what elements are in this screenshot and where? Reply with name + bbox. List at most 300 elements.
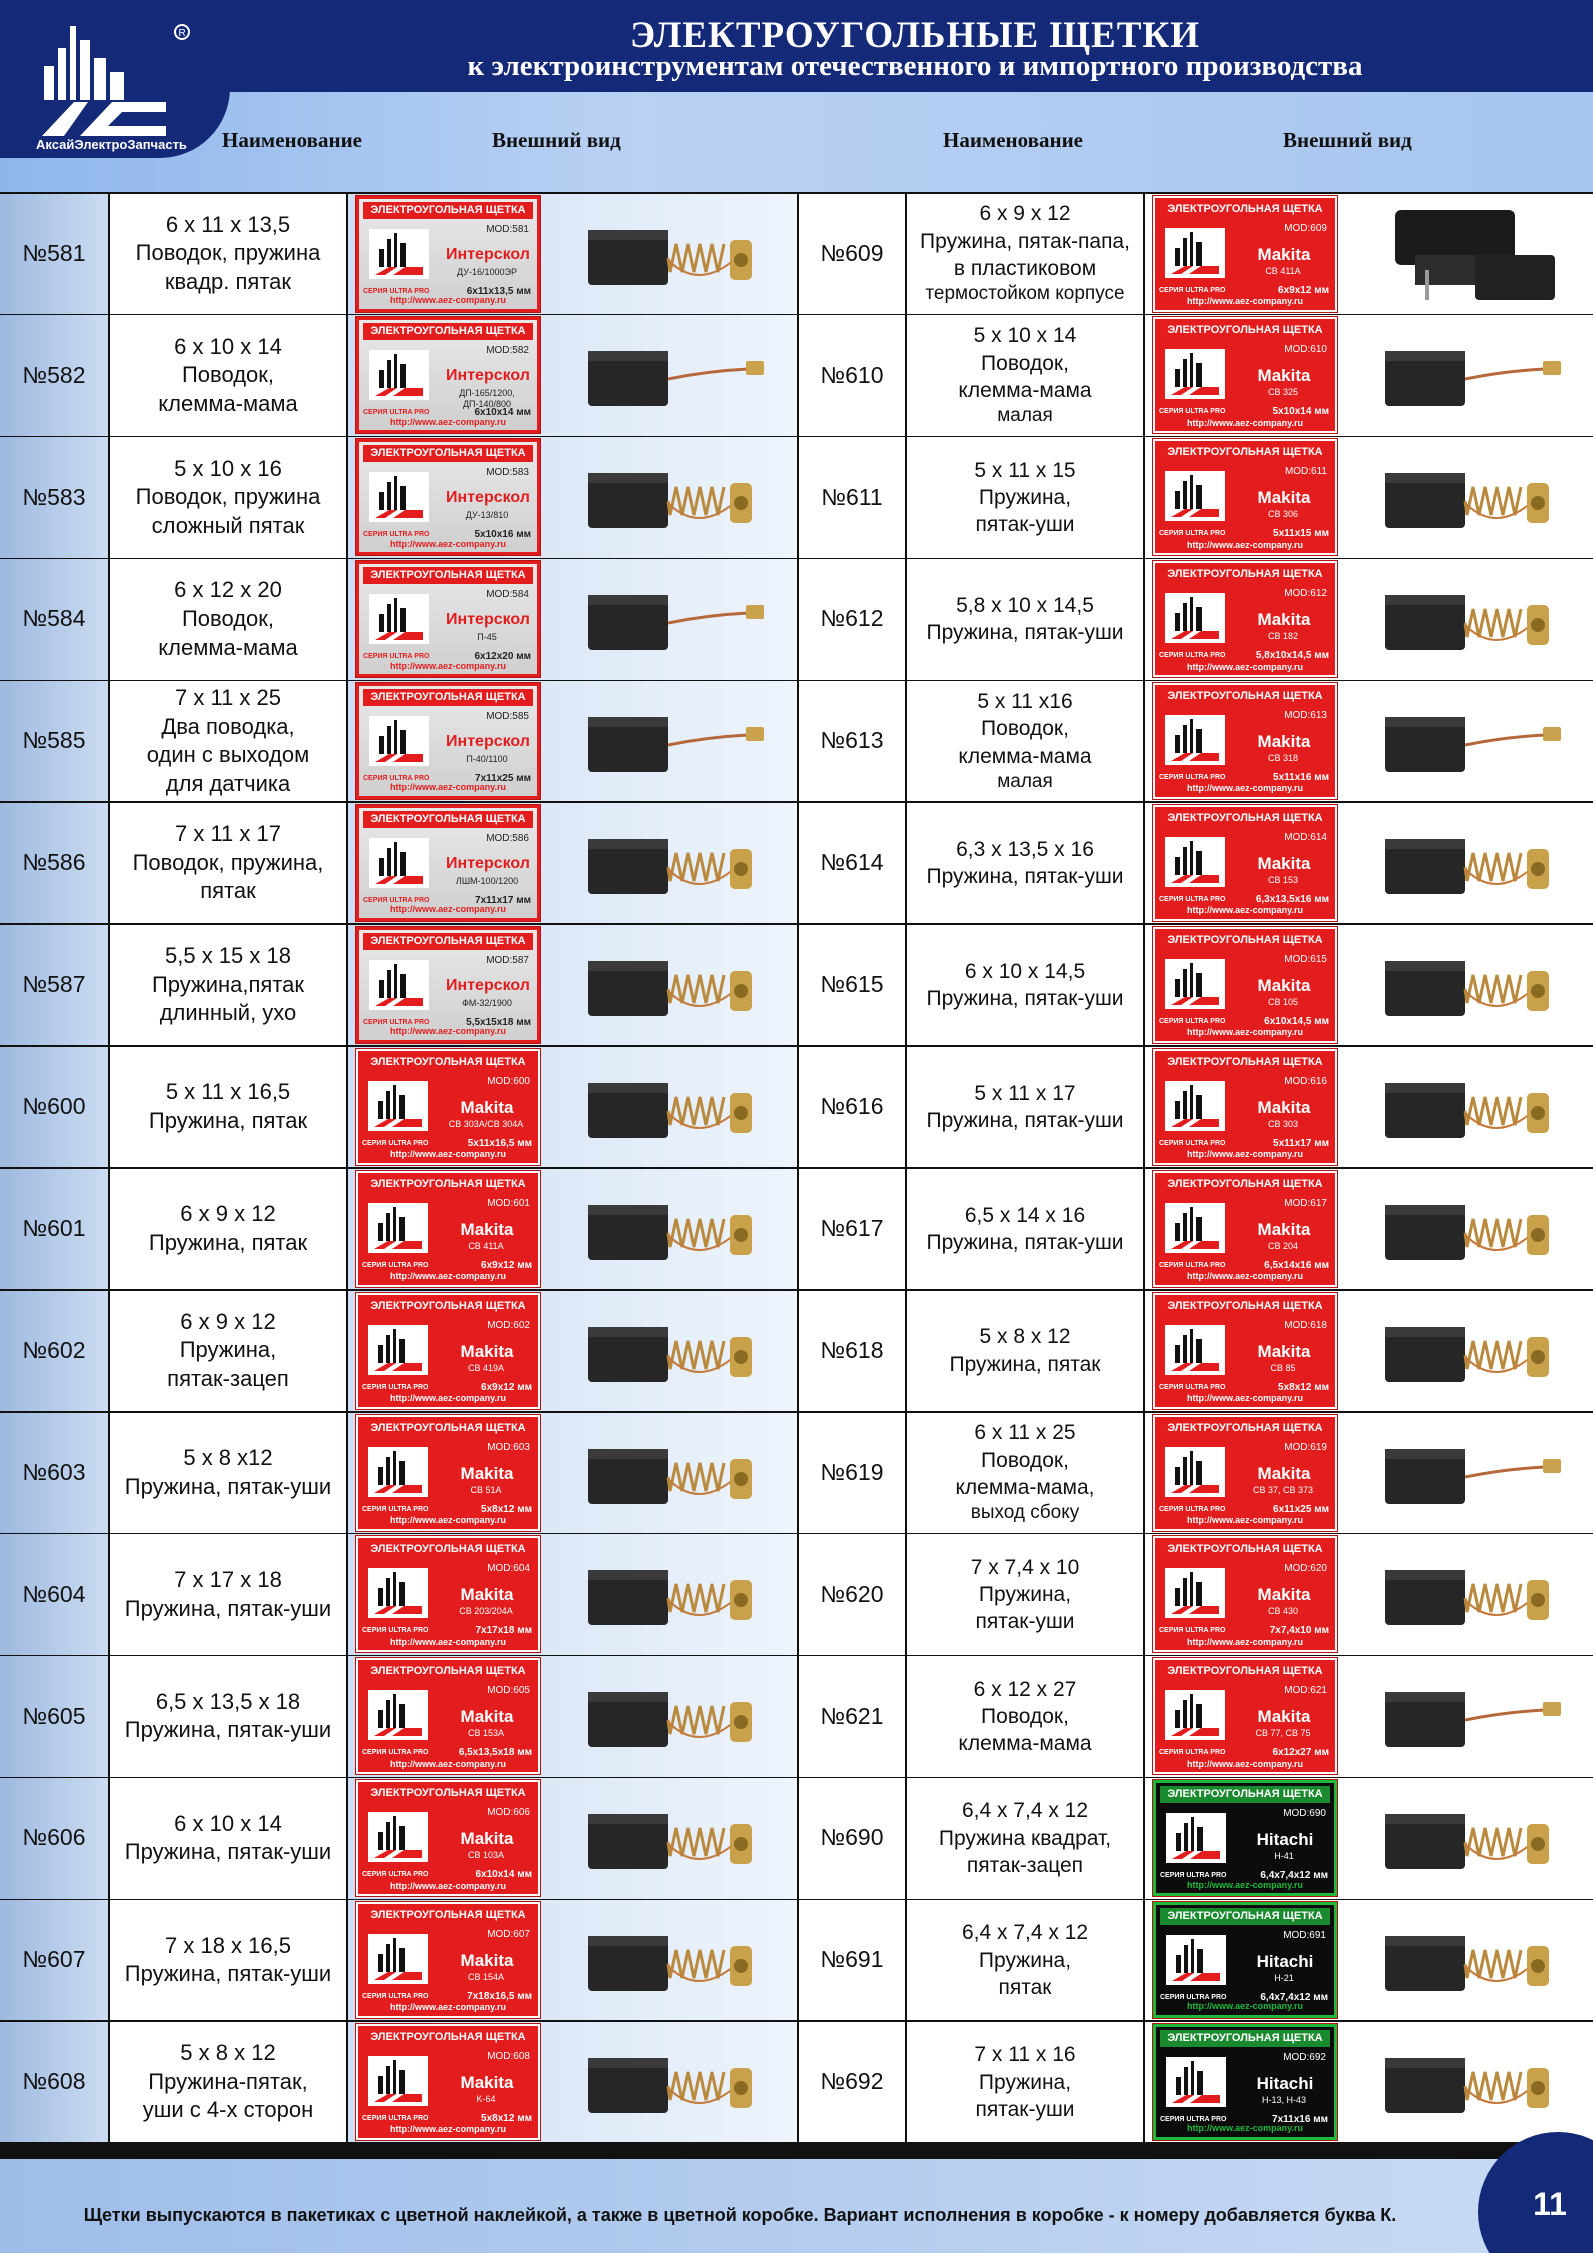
label-logo-icon [368,1934,428,1984]
carbon-brush-image [1355,931,1575,1041]
item-number: №621 [799,1656,905,1776]
description-line: 5 x 8 x12 [183,1445,273,1471]
description-line: квадр. пятак [164,268,292,294]
description-line: Поводок, [981,351,1069,375]
label-series: СЕРИЯ ULTRA PRO [1160,1994,1227,2002]
item-number: №602 [0,1291,108,1411]
label-url: http://www.aez-company.ru [389,904,506,915]
item-description [110,1413,346,1533]
description-line: Поводок, пружина [135,484,321,510]
label-model: MOD:610 [1284,344,1327,356]
item-description-lines [133,820,324,906]
label-fits-models: CB 103A [467,1850,505,1861]
item-appearance [1145,1413,1593,1533]
item-appearance [348,559,797,679]
item-description [110,194,346,314]
label-size: 7x11x17 мм [475,895,531,906]
description-line: 7 x 11 x 16 [974,2043,1076,2067]
label-brand: Makita [1257,1219,1311,1239]
label-model: MOD:612 [1284,588,1327,600]
label-url: http://www.aez-company.ru [1186,1879,1303,1890]
label-logo-icon [1165,471,1225,521]
item-number: №615 [799,925,905,1045]
label-brand: Интерскол [446,855,530,872]
label-size: 5x10x14 мм [1272,406,1329,418]
label-fits-models: ЛШМ-100/1200 [455,876,519,886]
item-appearance [348,1169,797,1289]
brush-label-card [1153,927,1337,1043]
footer-note: Щетки выпускаются в пакетиках с цветной наклейкой, а также в цветной коробке. Вариант исполнения в коробке - к номеру добавляется буква К. [83,2205,1397,2225]
logo-caption: АксайЭлектроЗапчасть [36,137,187,152]
item-appearance [1145,1656,1593,1776]
item-description-lines [125,1444,331,1501]
label-url: http://www.aez-company.ru [1186,1027,1303,1038]
description-line: пятак-зацеп [167,1366,289,1392]
brush-label-card [1153,196,1337,312]
label-fits-models: CB 105 [1267,996,1299,1007]
label-title: ЭЛЕКТРОУГОЛЬНАЯ ЩЕТКА [370,1665,526,1678]
label-model: MOD:582 [486,345,529,357]
page-title: ЭЛЕКТРОУГОЛЬНЫЕ ЩЕТКИ [630,15,1200,56]
product-table [0,192,1593,2159]
svg-text:R: R [178,28,186,39]
item-description [907,925,1143,1045]
label-logo-icon [1165,1568,1225,1618]
item-appearance [1145,194,1593,314]
description-line: Пружина, [978,485,1072,509]
description-line: 6 x 12 x 27 [973,1677,1077,1701]
label-brand: Makita [460,1585,514,1605]
label-brand: Makita [1257,1463,1311,1483]
item-appearance [1145,925,1593,1045]
label-series: СЕРИЯ ULTRA PRO [363,409,430,417]
description-line: 7 x 11 x 25 [175,685,281,711]
item-appearance [1145,559,1593,679]
label-brand: Makita [460,1219,514,1239]
carbon-brush-image [558,565,778,675]
carbon-brush-image [558,1297,778,1407]
item-number: №691 [799,1900,905,2020]
brush-label-card [356,683,540,799]
description-line: Пружина, пятак-уши [124,1961,332,1987]
label-brand: Makita [460,2073,514,2092]
item-description [907,2022,1143,2142]
item-number: №618 [799,1291,905,1411]
label-logo-icon [368,1690,428,1740]
label-model: MOD:586 [486,833,529,844]
item-description [907,1047,1143,1167]
label-fits-models: П-45 [477,632,497,643]
item-appearance [1145,681,1593,801]
description-line: 6 x 11 x 13,5 [165,211,291,237]
label-brand: Makita [1257,488,1311,508]
column-header-view-left: Внешний вид [492,128,621,152]
label-brand: Hitachi [1256,1830,1314,1850]
page-number: 11 [1533,2186,1567,2222]
item-description-lines [956,1419,1095,1526]
label-logo-icon [369,229,429,279]
brush-label-card [356,1049,540,1165]
description-line: сложный пятак [151,512,305,538]
label-fits-models: CB 154A [467,1972,505,1983]
description-line: клемма-мама, [955,1476,1095,1499]
carbon-brush-image [558,1540,778,1650]
label-series: СЕРИЯ ULTRA PRO [1159,408,1226,416]
label-fits-models: H-21 [1274,1973,1294,1984]
label-size: 5x11x16,5 мм [467,1137,532,1149]
description-line: клемма-мама [958,744,1092,768]
label-url: http://www.aez-company.ru [1186,661,1303,672]
label-series: СЕРИЯ ULTRA PRO [362,1261,429,1269]
description-line: 6,4 x 7,4 x 12 [961,1921,1089,1945]
description-line: Пружина, [978,1948,1072,1972]
label-series: СЕРИЯ ULTRA PRO [362,1383,429,1391]
label-fits-models: CB 182 [1267,631,1299,642]
label-size: 6x12x20 мм [474,651,531,663]
carbon-brush-image [1355,1662,1575,1772]
label-brand: Makita [460,1341,514,1361]
item-appearance [348,1291,797,1411]
label-model: MOD:605 [487,1685,530,1697]
item-appearance [348,2022,797,2142]
label-model: MOD:616 [1284,1075,1327,1087]
label-size: 6x11x25 мм [1273,1503,1329,1515]
label-model: MOD:608 [487,2051,530,2062]
item-appearance [348,315,797,435]
label-title: ЭЛЕКТРОУГОЛЬНАЯ ЩЕТКА [363,689,533,706]
item-appearance [348,803,797,923]
description-line: 6 x 9 x 12 [979,202,1071,226]
description-line: Поводок, [981,717,1069,741]
label-series: СЕРИЯ ULTRA PRO [1159,1261,1226,1269]
carbon-brush-image [1355,1419,1575,1529]
item-description [110,559,346,679]
label-title: ЭЛЕКТРОУГОЛЬНАЯ ЩЕТКА [1167,1055,1323,1068]
carbon-brush-image [1355,321,1575,431]
description-line: Два поводка, [161,713,295,739]
description-line: Поводок, [981,1704,1069,1728]
label-logo-icon [1166,1813,1226,1863]
item-description [907,1656,1143,1776]
label-series: СЕРИЯ ULTRA PRO [1159,530,1226,538]
label-url: http://www.aez-company.ru [389,1392,506,1403]
label-size: 6,5x14x16 мм [1264,1259,1329,1271]
item-description [907,559,1143,679]
label-series: СЕРИЯ ULTRA PRO [362,2115,429,2122]
label-url: http://www.aez-company.ru [389,782,506,793]
item-description [110,1656,346,1776]
description-line: клемма-мама [958,1732,1092,1756]
item-description [907,1291,1143,1411]
description-line: 7 x 18 x 16,5 [165,1932,291,1958]
description-line: 6 x 11 x 25 [974,1421,1076,1445]
item-description-lines [152,942,304,1028]
label-model: MOD:601 [487,1197,530,1209]
item-description [110,803,346,923]
label-series: СЕРИЯ ULTRA PRO [1159,896,1226,903]
label-url: http://www.aez-company.ru [389,1026,506,1037]
label-url: http://www.aez-company.ru [389,1271,506,1281]
label-model: MOD:600 [487,1075,530,1087]
item-number: №603 [0,1413,108,1533]
brush-label-card [356,1902,540,2018]
label-size: 7x17x18 мм [475,1625,532,1637]
description-line: Пружина, пятак-папа, [920,229,1130,253]
label-title: ЭЛЕКТРОУГОЛЬНАЯ ЩЕТКА [363,445,533,462]
label-title: ЭЛЕКТРОУГОЛЬНАЯ ЩЕТКА [1160,1786,1330,1803]
carbon-brush-image [1355,1175,1575,1285]
label-series: СЕРИЯ ULTRA PRO [1159,1749,1226,1757]
description-line: Пружина, пятак [148,1229,308,1255]
item-description-lines [926,1202,1123,1257]
label-url: http://www.aez-company.ru [1186,1514,1303,1525]
item-number: №692 [799,2022,905,2142]
item-number: №608 [0,2022,108,2142]
item-number: №614 [799,803,905,923]
item-description [110,681,346,801]
brush-label-card [1153,1536,1337,1652]
label-model: MOD:618 [1284,1319,1327,1331]
label-logo-icon [1165,715,1225,765]
description-line: 6,5 x 13,5 x 18 [155,1688,301,1714]
company-logo-icon [34,18,194,140]
label-title: ЭЛЕКТРОУГОЛЬНАЯ ЩЕТКА [363,567,533,584]
label-brand: Интерскол [446,489,530,507]
table-row [0,559,1593,679]
brush-label-card [1153,1049,1337,1165]
table-row [0,1534,1593,1654]
label-series: СЕРИЯ ULTRA PRO [1159,774,1226,782]
item-description-lines [926,592,1123,647]
description-line: пятак-уши [975,2097,1075,2121]
label-title: ЭЛЕКТРОУГОЛЬНАЯ ЩЕТКА [1167,568,1323,581]
label-brand: Makita [460,1829,514,1849]
label-fits-models: CB 411A [1265,265,1301,276]
label-url: http://www.aez-company.ru [1186,1271,1303,1281]
label-size: 6,4x7,4x12 мм [1260,1870,1328,1882]
label-fits-models: CB 306 [1267,509,1299,520]
column-header-name-left: Наименование [222,128,362,152]
item-appearance [348,1047,797,1167]
item-appearance [348,1656,797,1776]
item-description [110,1291,346,1411]
label-fits-models: CB 85 [1270,1362,1296,1373]
label-url: http://www.aez-company.ru [1186,295,1303,306]
label-size: 5,5x15x18 мм [466,1016,531,1028]
carbon-brush-image [558,1662,778,1772]
label-size: 5x8x12 мм [481,2113,532,2124]
label-series: СЕРИЯ ULTRA PRO [363,775,430,783]
label-model: MOD:584 [486,589,529,601]
label-fits-models: CB 303 [1267,1118,1299,1129]
brush-label-card [356,1293,540,1409]
label-fits-models: ДУ-13/810 [465,510,509,521]
label-title: ЭЛЕКТРОУГОЛЬНАЯ ЩЕТКА [1167,933,1323,946]
description-line: 5,5 x 15 x 18 [165,943,291,969]
item-appearance [1145,1291,1593,1411]
item-description-lines [974,2041,1075,2123]
label-url: http://www.aez-company.ru [1186,1149,1303,1160]
description-line: Пружина, пятак-уши [124,1717,332,1743]
table-row [0,925,1593,1045]
label-size: 6x10x14,5 мм [1264,1015,1329,1027]
brush-label-card [1153,1780,1337,1896]
item-appearance [1145,315,1593,435]
label-logo-icon [1165,1203,1225,1253]
label-title: ЭЛЕКТРОУГОЛЬНАЯ ЩЕТКА [1167,446,1323,459]
label-size: 7x11x16 мм [1272,2114,1328,2125]
label-size: 5x11x17 мм [1273,1137,1329,1149]
label-series: СЕРИЯ ULTRA PRO [1159,652,1226,660]
description-line: 6,3 x 13,5 x 16 [956,837,1094,861]
label-url: http://www.aez-company.ru [1186,1758,1303,1769]
label-model: MOD:619 [1284,1441,1327,1453]
item-description [907,1413,1143,1533]
item-description-lines [125,1688,331,1745]
label-size: 6x9x12 мм [1278,284,1329,296]
brush-label-card [1153,1293,1337,1409]
label-brand: Makita [1257,1707,1311,1727]
label-series: СЕРИЯ ULTRA PRO [1159,1383,1226,1391]
description-line: клемма-мама [158,390,298,416]
carbon-brush-image [558,687,778,797]
label-logo-icon [1165,959,1225,1009]
description-line: Пружина, пятак-уши [926,1108,1124,1132]
label-series: СЕРИЯ ULTRA PRO [363,1018,430,1026]
label-logo-icon [1165,1325,1225,1375]
label-title: ЭЛЕКТРОУГОЛЬНАЯ ЩЕТКА [363,933,533,950]
label-logo-icon [369,350,429,400]
label-title: ЭЛЕКТРОУГОЛЬНАЯ ЩЕТКА [1167,1177,1323,1190]
label-series: СЕРИЯ ULTRA PRO [1159,1139,1226,1147]
label-url: http://www.aez-company.ru [389,416,506,427]
item-number: №583 [0,437,108,557]
label-brand: Hitachi [1256,1952,1314,1972]
brush-label-card [1153,1658,1337,1774]
label-url: http://www.aez-company.ru [1186,417,1303,428]
label-brand: Makita [460,1463,514,1483]
table-row [0,194,1593,314]
label-series: СЕРИЯ ULTRA PRO [363,653,430,661]
item-description [907,1534,1143,1654]
logo-area [0,0,230,158]
description-line: 6,4 x 7,4 x 12 [961,1799,1089,1823]
item-description-lines [958,1676,1091,1758]
item-number: №610 [799,315,905,435]
label-url: http://www.aez-company.ru [1186,1636,1303,1647]
label-size: 7x18x16,5 мм [467,1991,532,2003]
item-number: №606 [0,1778,108,1898]
carbon-brush-image [1355,687,1575,797]
item-appearance [1145,437,1593,557]
label-title: ЭЛЕКТРОУГОЛЬНАЯ ЩЕТКА [1167,812,1323,824]
description-line: Пружина,пятак [151,971,305,997]
table-row [0,1169,1593,1289]
label-logo-icon [369,594,429,644]
column-header-name-right: Наименование [943,128,1083,152]
label-model: MOD:614 [1284,832,1327,843]
label-model: MOD:581 [486,223,529,235]
description-line: Пружина-пятак, [148,2068,308,2094]
brush-label-card [1153,1171,1337,1287]
label-size: 5,8x10x14,5 мм [1255,650,1329,662]
label-title: ЭЛЕКТРОУГОЛЬНАЯ ЩЕТКА [370,1909,526,1922]
label-model: MOD:587 [486,954,529,966]
label-size: 7x7,4x10 мм [1269,1625,1329,1637]
item-number: №586 [0,803,108,923]
label-model: MOD:615 [1284,953,1327,965]
carbon-brush-image [1355,565,1575,675]
description-line: Поводок, пружина [135,240,321,266]
label-series: СЕРИЯ ULTRA PRO [1159,1017,1226,1025]
label-series: СЕРИЯ ULTRA PRO [363,287,430,295]
description-line: Пружина, пятак-уши [926,621,1124,645]
carbon-brush-image [1355,1540,1575,1650]
label-title: ЭЛЕКТРОУГОЛЬНАЯ ЩЕТКА [1160,2030,1330,2047]
description-line: 7 x 17 x 18 [174,1566,282,1592]
description-line: выход сбоку [970,1502,1080,1524]
label-url: http://www.aez-company.ru [1186,539,1303,550]
description-line: 6 x 9 x 12 [180,1308,276,1334]
description-line: Пружина, [978,1582,1072,1606]
label-brand: Makita [1257,1097,1311,1117]
label-model: MOD:611 [1284,466,1327,478]
item-description-lines [149,1078,307,1135]
item-description [110,1900,346,2020]
item-description-lines [958,688,1091,795]
label-title: ЭЛЕКТРОУГОЛЬНАЯ ЩЕТКА [370,2031,526,2043]
item-description-lines [125,1810,331,1867]
label-logo-icon [369,472,429,522]
label-fits-models: CB 318 [1267,753,1299,764]
item-appearance [1145,1169,1593,1289]
label-model: MOD:690 [1283,1808,1326,1820]
label-url: http://www.aez-company.ru [389,1880,506,1891]
table-row [0,681,1593,801]
item-description-lines [149,1200,307,1257]
item-number: №604 [0,1534,108,1654]
label-brand: Hitachi [1256,2074,1314,2093]
label-url: http://www.aez-company.ru [1186,905,1303,916]
carbon-brush-image [558,1053,778,1163]
item-number: №584 [0,559,108,679]
label-logo-icon [1165,1690,1225,1740]
label-size: 5x11x15 мм [1273,528,1329,540]
label-logo-icon [1165,593,1225,643]
label-fits-models: CB 430 [1267,1606,1299,1617]
item-number: №617 [799,1169,905,1289]
description-line: Пружина, [978,2070,1072,2094]
label-model: MOD:602 [487,1319,530,1331]
label-model: MOD:585 [486,711,529,723]
label-logo-icon [368,1447,428,1497]
label-url: http://www.aez-company.ru [389,1514,506,1525]
description-line: 6 x 10 x 14,5 [964,959,1086,983]
description-line: Пружина, пятак-уши [124,1473,332,1499]
page-subtitle: к электроинструментам отечественного и импортного производства [467,50,1363,82]
column-header-view-right: Внешний вид [1283,128,1412,152]
description-line: 5,8 x 10 x 14,5 [956,594,1094,618]
carbon-brush-image [558,1906,778,2016]
label-size: 6x10x14 мм [475,1869,532,1881]
label-brand: Makita [1257,975,1311,995]
carbon-brush-image [558,809,778,919]
description-line: 6 x 10 x 14 [174,1810,282,1836]
item-appearance [348,1778,797,1898]
label-fits-models: CB 204 [1267,1240,1299,1251]
item-description-lines [920,200,1130,307]
label-size: 5x8x12 мм [1278,1381,1329,1393]
